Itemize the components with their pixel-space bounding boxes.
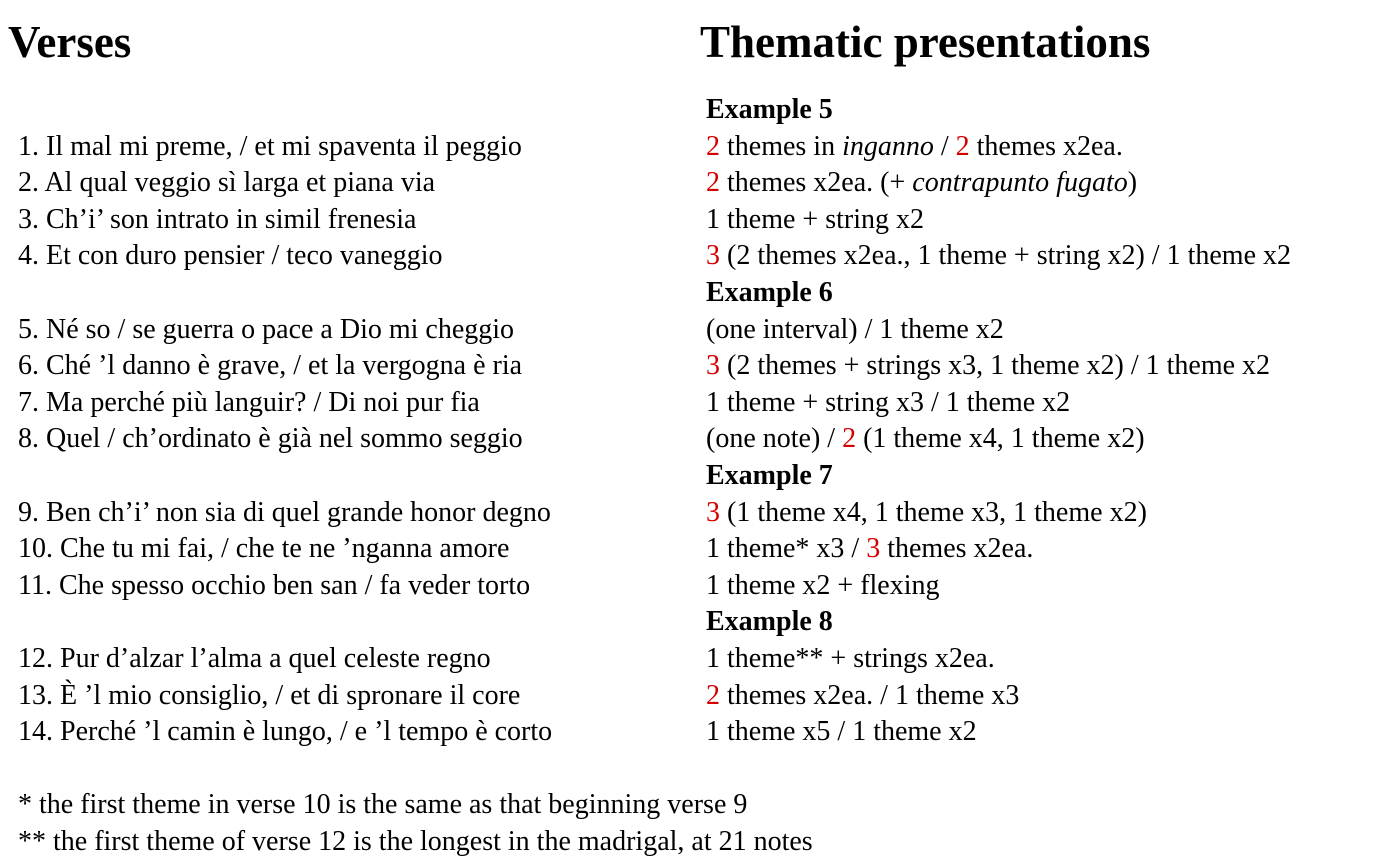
theme-count: 2 <box>706 167 720 199</box>
verse-text: 6. Ché ’l danno è grave, / et la vergogna è ria <box>18 350 523 382</box>
verse-text: 7. Ma perché più languir? / Di noi pur fia <box>18 386 480 418</box>
verse-text: 2. Al qual veggio sì larga et piana via <box>18 167 436 199</box>
verse-text: 14. Perché ’l camin è lungo, / e ’l tempo è corto <box>18 716 553 748</box>
text-segment: (1 theme x4, 1 theme x3, 1 theme x2) <box>720 496 1147 528</box>
verse-text: 9. Ben ch’i’ non sia di quel grande honor degno <box>18 496 551 528</box>
verse-row <box>0 421 1385 458</box>
example-label: Example 7 <box>706 459 833 491</box>
theme-count: 2 <box>706 130 720 162</box>
theme-count: 2 <box>842 423 857 455</box>
theme-count: 3 <box>706 496 720 528</box>
verse-row <box>0 165 1385 202</box>
example-header-row <box>0 92 1385 129</box>
thematic-presentation <box>706 312 1004 349</box>
theme-count: 2 <box>955 130 970 162</box>
verse-text: 4. Et con duro pensier / teco vaneggio <box>18 240 443 272</box>
example-label: Example 6 <box>706 276 833 308</box>
verse-text: 10. Che tu mi fai, / che te ne ’nganna amore <box>18 533 510 565</box>
footnote-2: ** the first theme of verse 12 is the longest in the madrigal, at 21 notes <box>18 826 813 857</box>
example-header-row <box>0 458 1385 495</box>
text-segment: 1 theme + string x2 <box>706 203 924 235</box>
verse-text: 12. Pur d’alzar l’alma a quel celeste regno <box>18 642 491 674</box>
theme-count: 3 <box>706 240 720 272</box>
verse-row <box>0 348 1385 385</box>
verse-row <box>0 568 1385 605</box>
text-segment: (1 theme x4, 1 theme x2) <box>856 423 1145 455</box>
verse-row <box>0 238 1385 275</box>
text-segment: (one note) / <box>706 423 843 455</box>
footnote-1: * the first theme in verse 10 is the same as that beginning verse 9 <box>18 789 748 820</box>
text-segment: themes x2ea. <box>969 130 1123 162</box>
verse-text: 1. Il mal mi preme, / et mi spaventa il peggio <box>18 130 522 162</box>
text-segment: themes x2ea. (+ <box>720 167 913 199</box>
thematic-presentation <box>706 385 1070 422</box>
text-segment: 1 theme x2 + flexing <box>706 569 940 601</box>
verse-row <box>0 714 1385 751</box>
verse-text: 13. È ’l mio consiglio, / et di spronare il core <box>18 679 521 711</box>
text-segment: 1 theme x5 / 1 theme x2 <box>706 716 977 748</box>
verse-row <box>0 531 1385 568</box>
thematic-presentation <box>706 495 1147 532</box>
verse-text: 3. Ch’i’ son intrato in simil frenesia <box>18 203 417 235</box>
example-label: Example 8 <box>706 606 833 638</box>
thematic-presentation <box>706 165 1137 202</box>
verse-row <box>0 495 1385 532</box>
thematic-presentation <box>706 129 1123 166</box>
italic-term: contrapunto fugato <box>912 167 1128 199</box>
verse-table <box>0 92 1385 751</box>
theme-count: 2 <box>706 679 720 711</box>
text-segment: (one interval) / 1 theme x2 <box>706 313 1004 345</box>
thematic-presentation <box>706 678 1019 715</box>
text-segment: (2 themes x2ea., 1 theme + string x2) / 1 theme x2 <box>720 240 1291 272</box>
text-segment: ) <box>1127 167 1138 199</box>
example-header-row <box>0 604 1385 641</box>
example-label: Example 5 <box>706 94 833 125</box>
thematic-presentation <box>706 421 1145 458</box>
text-segment: themes x2ea. / 1 theme x3 <box>720 679 1020 711</box>
text-segment: themes x2ea. <box>880 533 1034 565</box>
thematic-presentation <box>706 714 977 751</box>
example-header-row <box>0 275 1385 312</box>
italic-term: inganno <box>842 130 934 162</box>
verse-row <box>0 641 1385 678</box>
verse-row <box>0 202 1385 239</box>
theme-count: 3 <box>706 350 720 382</box>
thematic-presentation <box>706 641 995 678</box>
thematic-presentation <box>706 531 1033 568</box>
theme-count: 3 <box>866 533 881 565</box>
verse-text: 8. Quel / ch’ordinato è già nel sommo seggio <box>18 423 523 455</box>
thematic-presentation <box>706 568 940 605</box>
verse-row <box>0 129 1385 166</box>
verse-row <box>0 678 1385 715</box>
verse-text: 11. Che spesso occhio ben san / fa veder torto <box>18 569 531 601</box>
text-segment: (2 themes + strings x3, 1 theme x2) / 1 theme x2 <box>720 350 1271 382</box>
verse-text: 5. Né so / se guerra o pace a Dio mi cheggio <box>18 313 515 345</box>
text-segment: themes in <box>720 130 843 162</box>
text-segment: 1 theme + string x3 / 1 theme x2 <box>706 386 1071 418</box>
thematic-presentation <box>706 348 1270 385</box>
verse-row <box>0 385 1385 422</box>
verses-heading: Verses <box>8 17 132 67</box>
thematic-presentations-heading: Thematic presentations <box>700 17 1151 67</box>
thematic-presentation <box>706 238 1291 275</box>
text-segment: 1 theme** + strings x2ea. <box>706 642 995 674</box>
thematic-presentation <box>706 202 924 239</box>
text-segment: / <box>933 130 956 162</box>
verse-row <box>0 312 1385 349</box>
text-segment: 1 theme* x3 / <box>706 533 867 565</box>
